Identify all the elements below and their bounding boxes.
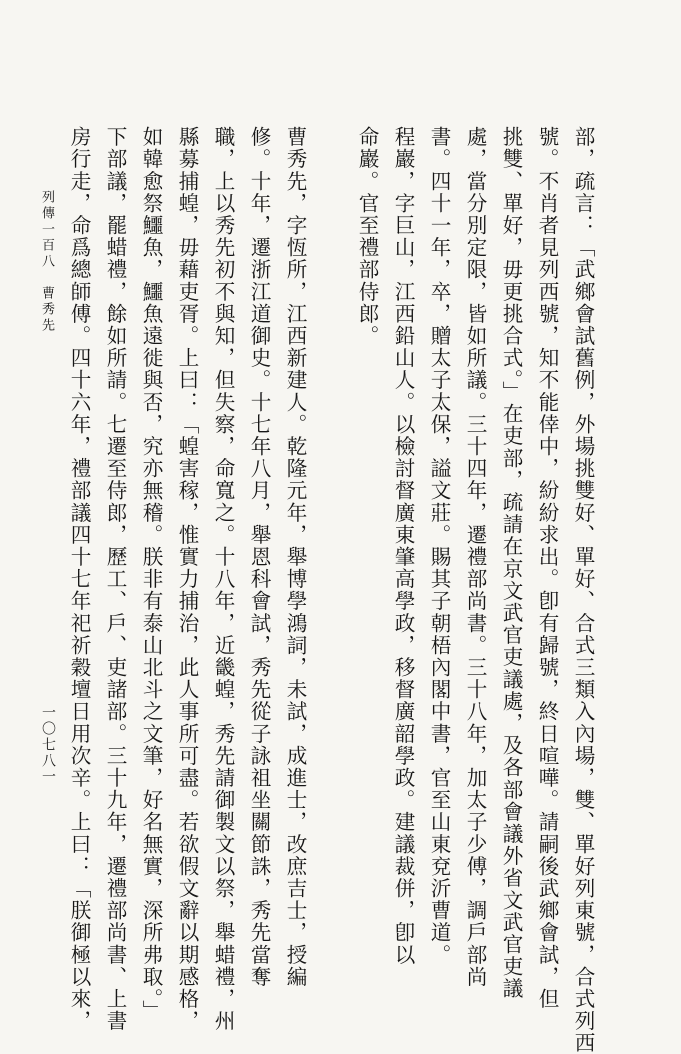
text-column-4: 處，當分別定限，皆如所議。三十四年，遷禮部尚書。三十八年，加太子少傅，調戶部尚 — [463, 126, 487, 988]
running-header: 列傳一百八 曹秀先 — [39, 190, 54, 334]
text-column-12: 縣募捕蝗，毋藉吏胥。上曰：「蝗害稼，惟實力捕治，此人事所可盡。若欲假文辭以期感格， — [175, 126, 199, 1033]
text-column-11: 職，上以秀先初不與知，但失察，命寬之。十八年，近畿蝗，秀先請御製文以祭，舉蜡禮，州 — [211, 126, 235, 1033]
text-column-2: 號。不肖者見列西號，知不能倖中，紛紛求出。卽有歸號，終日喧嘩。請嗣後武鄉會試，但 — [535, 126, 559, 1010]
text-column-15: 房行走，命爲總師傅。四十六年，禮部議四十七年祀祈穀壇日用次辛。上曰：「朕御極以來， — [67, 126, 91, 1033]
text-column-10: 修。十年，遷浙江道御史。十七年八月，舉恩科會試，秀先從子詠祖坐關節誅，秀先當奪 — [247, 126, 271, 988]
text-column-7: 命巖。官至禮部侍郎。 — [355, 126, 379, 347]
text-column-5: 書。四十一年，卒，贈太子太保，謚文莊。賜其子朝梧內閣中書，官至山東兗沂曹道。 — [427, 126, 451, 966]
text-column-6: 程巖，字巨山，江西鉛山人。以檢討督廣東肇高學政，移督廣韶學政。建議裁併，卽以 — [391, 126, 415, 966]
text-column-13: 如韓愈祭鱷魚，鱷魚遠徙與否，究亦無稽。朕非有泰山北斗之文筆，好名無實，深所弗取。」 — [139, 126, 163, 1022]
text-column-14: 下部議，罷蜡禮，餘如所請。七遷至侍郎，歷工、戶、吏諸部。三十九年，遷禮部尚書、上書 — [103, 126, 127, 1033]
text-column-9: 曹秀先，字恆所，江西新建人。乾隆元年，舉博學鴻詞，未試，成進士，改庶吉士，授編 — [283, 126, 307, 988]
text-column-3: 挑雙、單好，毋更挑合式。」在吏部，疏請在京文武官吏議處，及各部會議外省文武官吏議 — [499, 126, 523, 1000]
page-number: 一〇七八一 — [40, 705, 56, 785]
text-column-1: 部，疏言：「武鄉會試舊例，外場挑雙好、單好、合式三類入內場，雙、單好列東號，合式列西 — [571, 126, 595, 1054]
